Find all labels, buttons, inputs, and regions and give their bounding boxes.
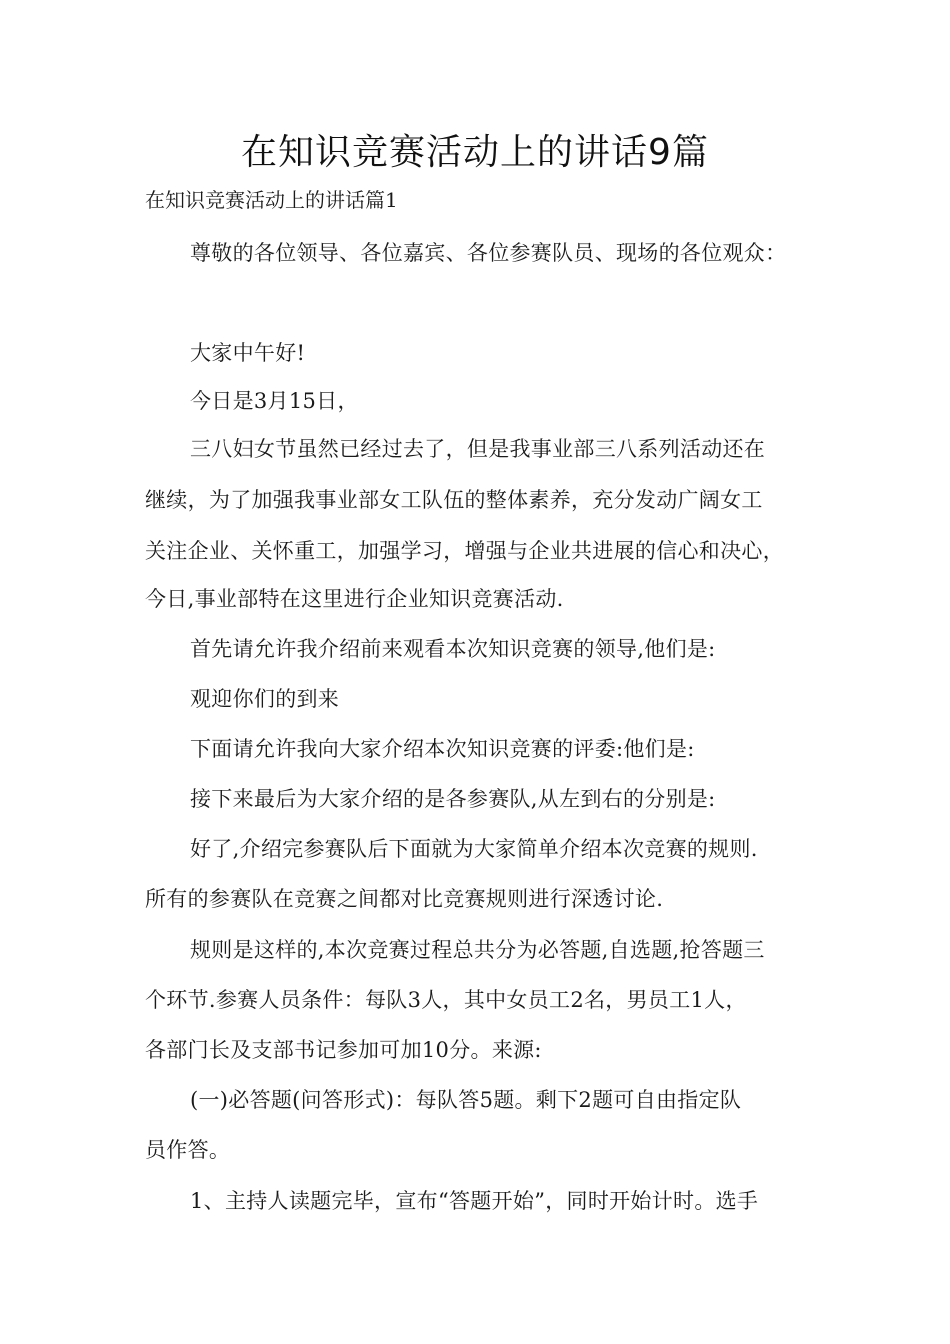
body-line: 所有的参赛队在竞赛之间都对比竞赛规则进行深透讨论. — [145, 887, 664, 911]
body-line: 今日,事业部特在这里进行企业知识竞赛活动. — [145, 587, 564, 611]
body-line: 下面请允许我向大家介绍本次知识竞赛的评委:他们是: — [190, 737, 695, 761]
section-heading: 在知识竞赛活动上的讲话篇1 — [145, 188, 398, 212]
body-line: 接下来最后为大家介绍的是各参赛队,从左到右的分别是: — [190, 787, 716, 811]
body-line: 继续，为了加强我事业部女工队伍的整体素养，充分发动广阔女工 — [145, 488, 763, 512]
body-line: 首先请允许我介绍前来观看本次知识竞赛的领导,他们是: — [190, 637, 716, 661]
body-line: 三八妇女节虽然已经过去了，但是我事业部三八系列活动还在 — [190, 437, 766, 461]
body-line: 1、主持人读题完毕，宣布“答题开始”，同时开始计时。选手 — [190, 1189, 759, 1213]
body-line: 观迎你们的到来 — [190, 687, 340, 711]
body-line: 各部门长及支部书记参加可加10分。来源: — [145, 1038, 542, 1062]
greeting-line: 尊敬的各位领导、各位嘉宾、各位参赛队员、现场的各位观众： — [190, 241, 787, 265]
body-line: 规则是这样的,本次竞赛过程总共分为必答题,自选题,抢答题三 — [190, 938, 765, 962]
body-line: 员作答。 — [145, 1138, 231, 1162]
body-line: (一)必答题(问答形式)：每队答5题。剩下2题可自由指定队 — [190, 1088, 742, 1112]
body-line: 关注企业、关怀重工，加强学习，增强与企业共进展的信心和决心， — [145, 539, 784, 563]
body-line: 今日是3月15日， — [190, 389, 359, 413]
body-line: 大家中午好! — [190, 341, 306, 365]
document-title: 在知识竞赛活动上的讲话9篇 — [241, 132, 709, 173]
body-line: 个环节.参赛人员条件：每队3人，其中女员工2名，男员工1人， — [145, 988, 747, 1012]
body-line: 好了,介绍完参赛队后下面就为大家简单介绍本次竞赛的规则. — [190, 837, 758, 861]
